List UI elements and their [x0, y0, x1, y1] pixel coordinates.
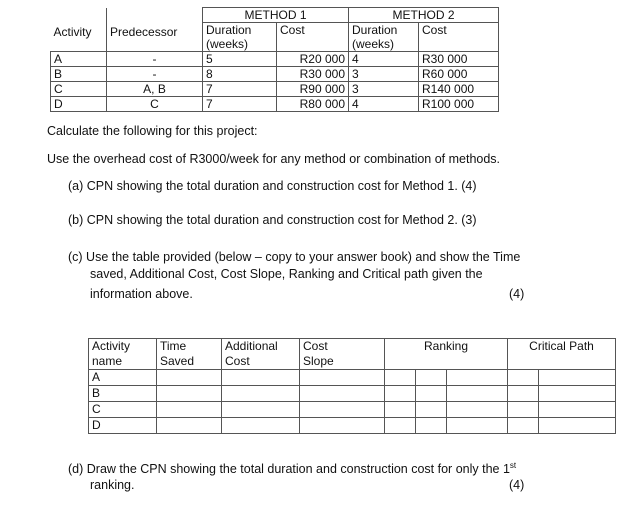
- header-duration-unit-2: (weeks): [349, 37, 419, 52]
- cell-duration-1: 7: [203, 82, 277, 97]
- cell-cost-2: R140 000: [419, 82, 499, 97]
- header-time-saved: [157, 339, 222, 370]
- header-duration-1: Duration: [203, 23, 277, 38]
- cell-predecessor: C: [107, 97, 203, 112]
- cell-duration-2: 4: [349, 97, 419, 112]
- question-d-marks: (4): [509, 478, 525, 492]
- cell-cost-2: R30 000: [419, 52, 499, 67]
- cell-activity-name: B: [89, 386, 157, 402]
- cell-cost-2: R60 000: [419, 67, 499, 82]
- cell-duration-1: 5: [203, 52, 277, 67]
- table-row: [51, 52, 499, 67]
- header-duration-unit-1: (weeks): [203, 37, 277, 52]
- cell-activity-name: D: [89, 418, 157, 434]
- table-row: [89, 386, 616, 402]
- cell-activity: B: [51, 67, 107, 82]
- question-d-line2: ranking.: [90, 478, 135, 492]
- cell-duration-1: 8: [203, 67, 277, 82]
- header-duration-2: Duration: [349, 23, 419, 38]
- header-additional-cost-line1: Additional: [225, 339, 278, 353]
- cell-activity: C: [51, 82, 107, 97]
- cell-cost-1: R30 000: [277, 67, 349, 82]
- answer-table: [88, 338, 616, 434]
- question-b: (b) CPN showing the total duration and construction cost for Method 2. (3): [68, 213, 477, 227]
- header-cost-slope: [300, 339, 385, 370]
- header-ranking: Ranking: [385, 339, 508, 370]
- cell-duration-1: 7: [203, 97, 277, 112]
- cell-duration-2: 4: [349, 52, 419, 67]
- question-c-line2: saved, Additional Cost, Cost Slope, Ranking and Critical path given the: [90, 267, 483, 281]
- cell-cost-1: R80 000: [277, 97, 349, 112]
- cell-predecessor: -: [107, 52, 203, 67]
- cell-predecessor: -: [107, 67, 203, 82]
- header-additional-cost: [222, 339, 300, 370]
- question-a: (a) CPN showing the total duration and construction cost for Method 1. (4): [68, 179, 477, 193]
- cell-cost-1: R20 000: [277, 52, 349, 67]
- header-time-saved-line1: Time: [160, 339, 187, 353]
- cell-duration-2: 3: [349, 67, 419, 82]
- table-row: [89, 402, 616, 418]
- header-cost-2: Cost: [419, 23, 499, 52]
- question-d-text: (d) Draw the CPN showing the total duration and construction cost for only the 1: [68, 462, 510, 477]
- question-c-marks: (4): [509, 287, 525, 301]
- header-activity: Activity: [51, 8, 107, 52]
- project-table: [50, 7, 499, 112]
- cell-duration-2: 3: [349, 82, 419, 97]
- header-cost-slope-line1: Cost: [303, 339, 328, 353]
- cell-activity: A: [51, 52, 107, 67]
- cell-activity-name: A: [89, 370, 157, 386]
- cell-predecessor: A, B: [107, 82, 203, 97]
- header-activity-name: [89, 339, 157, 370]
- header-cost-slope-line2: Slope: [303, 354, 334, 368]
- overhead-text: Use the overhead cost of R3000/week for any method or combination of methods.: [47, 152, 501, 166]
- cell-activity-name: C: [89, 402, 157, 418]
- cell-activity: D: [51, 97, 107, 112]
- header-method1: METHOD 1: [203, 8, 349, 23]
- table-row: [51, 67, 499, 82]
- intro-text: Calculate the following for this project:: [47, 124, 258, 138]
- header-critical-path: Critical Path: [508, 339, 616, 370]
- table-row: [89, 418, 616, 434]
- header-activity-name-line2: name: [92, 354, 123, 368]
- header-cost-1: Cost: [277, 23, 349, 52]
- table-row: [51, 82, 499, 97]
- header-additional-cost-line2: Cost: [225, 354, 250, 368]
- question-c-line1: (c) Use the table provided (below – copy to your answer book) and show the Time: [68, 250, 521, 264]
- table-row: [51, 97, 499, 112]
- header-activity-name-line1: Activity: [92, 339, 131, 353]
- question-d-superscript: st: [509, 461, 517, 470]
- question-c-line3: information above.: [90, 287, 193, 301]
- header-predecessor: Predecessor: [107, 8, 203, 52]
- question-d-line1: [68, 457, 516, 478]
- header-method2: METHOD 2: [349, 8, 499, 23]
- table-row: [89, 370, 616, 386]
- cell-cost-2: R100 000: [419, 97, 499, 112]
- header-time-saved-line2: Saved: [160, 354, 195, 368]
- cell-cost-1: R90 000: [277, 82, 349, 97]
